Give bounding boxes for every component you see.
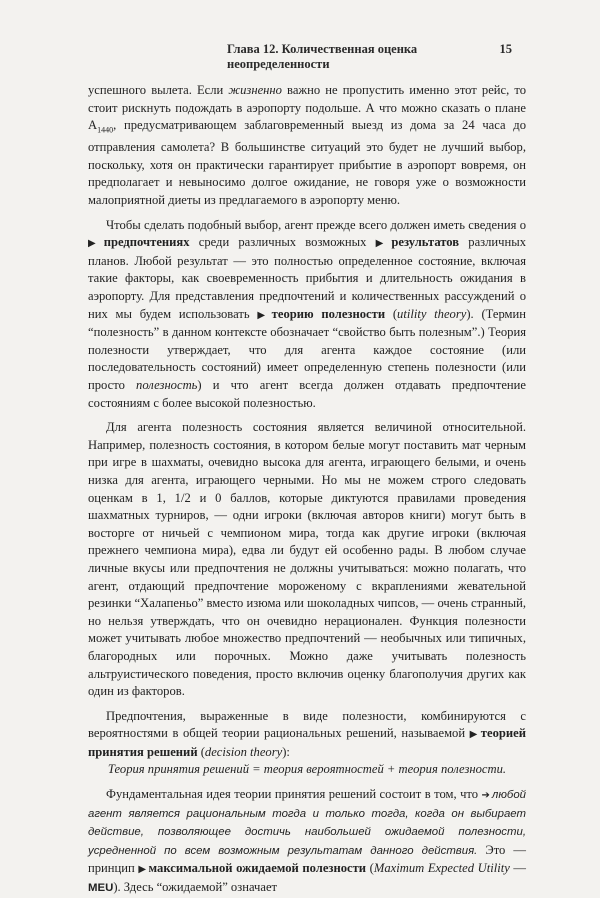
term-utility-theory: теорию полезности	[271, 306, 386, 321]
term-marker-icon: ▶	[138, 864, 147, 876]
term-outcomes: результатов	[391, 235, 460, 250]
term-marker-icon: ▶	[375, 238, 390, 250]
term-decision-theory: теорией принятия решений	[88, 726, 526, 759]
key-idea-arrow-icon: ➔	[481, 790, 490, 802]
term-marker-icon: ▶	[469, 729, 479, 741]
term-meu: максимальной ожидаемой полезности	[148, 861, 367, 876]
page-number: 15	[499, 42, 512, 56]
paragraph-2: Чтобы сделать подобный выбор, агент прежде всего должен иметь сведения о ▶ предпочтениях среди различных возможных ▶ результатов различных планов. Любой результат — это полностью определенное состояние, включая такие факторы, как своевременность прибытия и длительность ожидания в аэропорту. Для представления предпочтений и количественных рассуждений о них мы будем использовать ▶ теорию полезности (utility theory). (Термин “полезность” в данном контексте обозначает “свойство быть полезным”.) Теория полезности утверждает, что для агента каждое состояние (или последовательность состояний) имеет определенную степень полезности (или просто полезность) и что агент всегда должен отдавать предпочтение состояниям с более высокой полезностью.	[88, 217, 527, 410]
formula: Теория принятия решений = теория вероятностей + теория полезности.	[107, 762, 507, 777]
term-marker-icon: ▶	[257, 309, 270, 321]
paragraph-1: успешного вылета. Если жизненно важно не пропустить именно этот рейс, то стоит рискнуть подождать в аэропорту подольше. А что можно сказать о плане $A_{1440}$, предусматривающем заблаговременный выезд из дома за 24 часа до отправления самолета? В большинстве ситуаций это будет не лучший выбор, поскольку, хотя он практически гарантирует прибытие в аэропорт вовремя, он предполагает и невыносимо долгое ожидание, не говоря уже о возможности малоприятной диеты из предлагаемого в аэропорту меню.	[88, 83, 526, 208]
paragraph-4: Предпочтения, выраженные в виде полезности, комбинируются с вероятностями в общей теории рациональных решений, называемой ▶ теорией принятия решений (decision theory):	[88, 708, 526, 759]
body-text	[88, 82, 526, 898]
running-header	[227, 42, 512, 72]
paragraph-3: Для агента полезность состояния является величиной относительной. Например, полезность состояния, в котором белые могут поставить мат черным при игре в шахматы, очевидно высока для агента, играющего белыми, и очень низка для агента, играющего черными. Но мы не можем строго следовать оценкам в 1, 1/2 и 0 баллов, которые диктуются правилами проведения шахматных турниров, — одни игроки (включая авторов книги) могут быть в восторге от ничьей с чемпионом мира, тогда как другие игроки (включая прежнего чемпиона мира), едва ли будут ей особенно рады. В любом случае личные вкусы или предпочтения не должны учитываться: можно полагать, что агент, отдающий предпочтение мороженому с вкраплениями жевательной резинки “Халапеньо” вместо изюма или шоколадных чипсов, — очень странный, но нельзя утверждать, что он очевидно нерационален. Функция полезности может учитывать любое множество предпочтений — необычных или типичных, благородных или порочных. Можно даже учитывать полезность альтруистического поведения, просто включив оценку благополучия других как один из факторов.	[88, 420, 526, 699]
term-marker-icon: ▶	[88, 238, 102, 250]
key-idea-text: любой агент является рациональным тогда и только тогда, когда он выбирает действие, позволяющее достичь наибольшей ожидаемой полезности, усредненной по всем возможным результатам данного действия.	[88, 789, 526, 857]
chapter-title: Глава 12. Количественная оценка неопределенности	[227, 42, 418, 71]
paragraph-5: Фундаментальная идея теории принятия решений состоит в том, что ➔ любой агент является рациональным тогда и только тогда, когда он выбирает действие, позволяющее достичь наибольшей ожидаемой полезности, усредненной по всем возможным результатам данного действия. Это — принцип ▶ максимальной ожидаемой полезности (Maximum Expected Utility — MEU). Здесь “ожидаемой” означает	[88, 787, 527, 895]
term-preferences: предпочтениях	[103, 235, 190, 250]
